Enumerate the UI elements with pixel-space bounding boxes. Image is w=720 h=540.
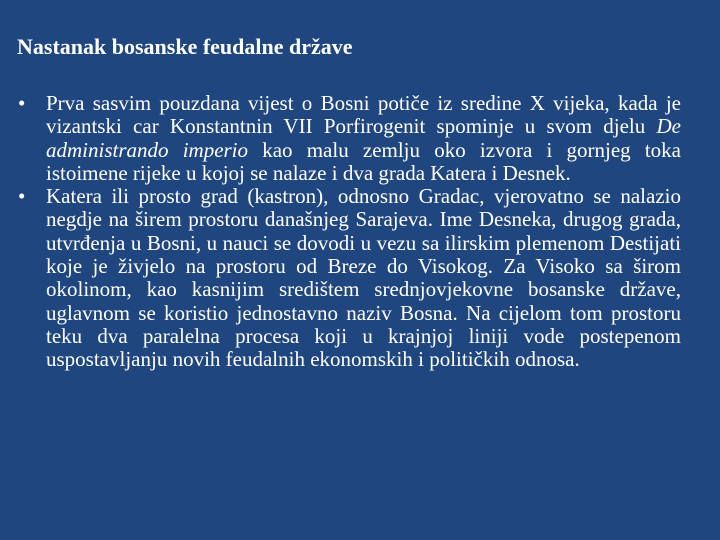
bullet-icon: •: [18, 184, 26, 209]
bullet-text-after-title: kao malu zemlju oko izvora i gornjeg toka istoimene rijeke u kojoj se nalaze i dva grada Katera i Desnek.: [46, 137, 681, 185]
bullet-item-1: [18, 92, 681, 185]
bullet-text-before-title: Prva sasvim pouzdana vijest o Bosni potiče iz sredine X vijeka, kada je vizantski car Konstantnin VII Porfirogenit spominje u svom djelu: [46, 91, 681, 139]
bullet-text: Katera ili prosto grad (kastron), odnosno Gradac, vjerovatno se nalazio negdje na širem prostoru današnjeg Sarajeva. Ime Desneka, drugog grada, utvrđenja u Bosni, u nauci se dovodi u vezu sa ilirskim plemenom Destijati koje je živjelo na prostoru od Breze do Visokog. Za Visoko sa širom okolinom, kao kasnijim središtem srednjovjekovne bosanske države, uglavnom se koristio jednostavno naziv Bosna. Na cijelom tom prostoru teku dva paralelna procesa koji u krajnjoj liniji vode postepenom uspostavljanju novih feudalnih ekonomskih i političkih odnosa.: [46, 184, 681, 372]
bullet-item-2: [18, 185, 681, 371]
bullet-list: [18, 92, 681, 372]
slide-title: Nastanak bosanske feudalne države: [17, 33, 353, 59]
bullet-icon: •: [18, 91, 26, 115]
work-title: De administrando imperio: [46, 114, 681, 162]
